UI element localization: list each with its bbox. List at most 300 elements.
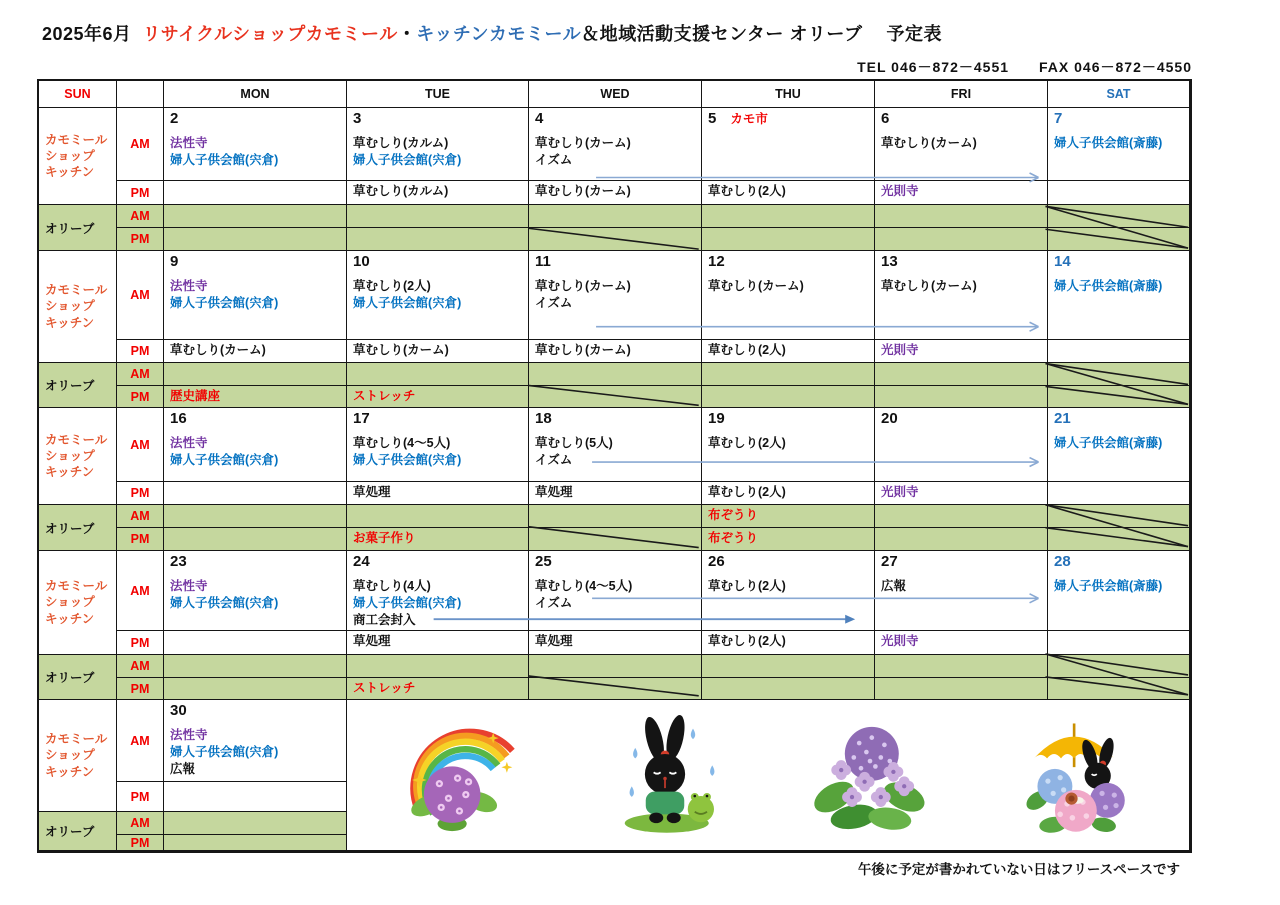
clipart-cell <box>347 700 1190 851</box>
am-events <box>881 278 1045 295</box>
event-entry: 布ぞうり <box>708 531 759 545</box>
group-label-olive-w4: オリーブ <box>39 655 117 700</box>
am-events <box>353 435 526 469</box>
date-line <box>535 110 699 131</box>
pm-row-label: PM <box>117 835 164 851</box>
event-entry: 婦人子供会館(宍倉) <box>170 453 279 467</box>
cell-day28-am <box>1048 551 1190 631</box>
cell-day13-olive-pm <box>875 386 1048 408</box>
event-entry: 草処理 <box>535 634 573 648</box>
event-entry: 草むしり(2人) <box>708 485 786 499</box>
cell-day21-pm <box>1048 482 1190 505</box>
cell-day25-olive-am <box>529 655 702 678</box>
date-number: 21 <box>1054 410 1071 427</box>
event-entry: 婦人子供会館(宍倉) <box>170 153 279 167</box>
event-entry: 歴史講座 <box>170 389 221 403</box>
date-line <box>535 253 699 274</box>
am-events <box>170 727 344 778</box>
event-entry: 法性寺 <box>170 136 208 150</box>
cell-day6-pm <box>875 181 1048 205</box>
date-line <box>353 553 526 574</box>
day-header-THU: THU <box>702 81 875 108</box>
cell-day19-pm <box>702 482 875 505</box>
cell-day20-olive-pm <box>875 528 1048 551</box>
date-line <box>708 253 872 274</box>
cell-day4-pm <box>529 181 702 205</box>
cell-day19-olive-pm <box>702 528 875 551</box>
date-number: 12 <box>708 253 725 270</box>
cell-day25-pm <box>529 631 702 655</box>
cell-day27-am <box>875 551 1048 631</box>
cell-day30-am <box>164 700 347 782</box>
pm-row-label: PM <box>117 528 164 551</box>
cell-day2-pm <box>164 181 347 205</box>
date-line <box>881 110 1045 131</box>
cell-day12-am <box>702 251 875 340</box>
date-number: 27 <box>881 553 898 570</box>
group-label-olive-w3: オリーブ <box>39 505 117 551</box>
date-line <box>170 410 344 431</box>
am-events <box>170 435 344 469</box>
cell-day12-olive-pm <box>702 386 875 408</box>
event-entry: 布ぞうり <box>708 508 759 522</box>
cell-day5-olive-pm <box>702 228 875 251</box>
event-entry: 商工会封入 <box>353 613 416 627</box>
cell-day10-olive-am <box>347 363 529 386</box>
event-entry: 光則寺 <box>881 634 919 648</box>
day-header-SUN: SUN <box>39 81 117 108</box>
cell-day27-olive-pm <box>875 678 1048 700</box>
event-entry: 草むしり(4～5人) <box>535 579 633 593</box>
event-entry: ストレッチ <box>353 389 416 403</box>
am-events <box>170 278 344 312</box>
cell-day2-olive-am <box>164 205 347 228</box>
event-entry: 草むしり(カーム) <box>170 343 266 357</box>
group-label-line: キッチン <box>45 611 95 626</box>
day-header-WED: WED <box>529 81 702 108</box>
cell-day3-olive-am <box>347 205 529 228</box>
event-entry: 光則寺 <box>881 184 919 198</box>
group-label-line: キッチン <box>45 465 95 480</box>
date-line <box>353 110 526 131</box>
cell-day26-am <box>702 551 875 631</box>
cell-day3-olive-pm <box>347 228 529 251</box>
clipart-hydrangea-bouquet <box>807 714 933 836</box>
cell-day14-olive-am <box>1048 363 1190 386</box>
event-entry: 草むしり(2人) <box>708 184 786 198</box>
date-number: 9 <box>170 253 179 270</box>
date-line <box>708 110 872 131</box>
date-number: 11 <box>535 253 551 270</box>
cell-day5-am <box>702 108 875 181</box>
pm-row-label: PM <box>117 482 164 505</box>
group-label-line: カモミール <box>45 732 108 747</box>
group-label-kamomile-w3 <box>39 408 117 505</box>
date-number: 6 <box>881 110 890 127</box>
event-entry: 法性寺 <box>170 279 208 293</box>
date-number: 25 <box>535 553 552 570</box>
cell-day16-olive-am <box>164 505 347 528</box>
am-events <box>535 135 699 169</box>
cell-day5-olive-am <box>702 205 875 228</box>
cell-day14-pm <box>1048 340 1190 363</box>
group-label-line: キッチン <box>45 165 95 180</box>
cell-day27-pm <box>875 631 1048 655</box>
am-events <box>1054 578 1187 595</box>
event-entry: 婦人子供会館(宍倉) <box>353 296 462 310</box>
am-events <box>1054 135 1187 152</box>
cell-day9-olive-pm <box>164 386 347 408</box>
am-events <box>170 578 344 612</box>
event-entry: イズム <box>535 153 573 167</box>
date-number: 18 <box>535 410 552 427</box>
title-kitchen-name: キッチンカモミール <box>416 24 582 44</box>
cell-day14-am <box>1048 251 1190 340</box>
cell-day23-olive-am <box>164 655 347 678</box>
cell-day24-pm <box>347 631 529 655</box>
date-line <box>708 410 872 431</box>
event-entry: 法性寺 <box>170 436 208 450</box>
cell-day23-pm <box>164 631 347 655</box>
date-number: 24 <box>353 553 370 570</box>
cell-day24-olive-am <box>347 655 529 678</box>
am-events <box>353 135 526 169</box>
cell-day21-olive-pm <box>1048 528 1190 551</box>
event-entry: 草むしり(カーム) <box>708 279 804 293</box>
cell-day30-olive-am <box>164 812 347 835</box>
event-entry: 法性寺 <box>170 728 208 742</box>
date-number: 30 <box>170 702 187 719</box>
cell-day16-am <box>164 408 347 482</box>
event-entry: 草むしり(カルム) <box>353 136 449 150</box>
date-line <box>1054 553 1187 574</box>
event-entry: 草むしり(2人) <box>708 579 786 593</box>
clipart-rabbit-and-frog-in-rain <box>609 714 721 836</box>
cell-day26-olive-pm <box>702 678 875 700</box>
date-line <box>353 410 526 431</box>
date-line <box>881 410 1045 431</box>
cell-day16-pm <box>164 482 347 505</box>
group-label-kamomile-w2 <box>39 251 117 363</box>
event-entry: 草むしり(2人) <box>353 279 431 293</box>
day-header-FRI: FRI <box>875 81 1048 108</box>
event-entry: イズム <box>535 453 573 467</box>
date-line <box>170 110 344 131</box>
group-label-line: ショップ <box>45 148 95 163</box>
cell-day21-am <box>1048 408 1190 482</box>
event-entry: 草むしり(カーム) <box>535 184 631 198</box>
am-row-label: AM <box>117 812 164 835</box>
date-number: 5 <box>708 110 717 127</box>
cell-day4-am <box>529 108 702 181</box>
cell-day18-am <box>529 408 702 482</box>
schedule-table <box>37 79 1192 853</box>
event-entry: 草むしり(カーム) <box>353 343 449 357</box>
cell-day7-pm <box>1048 181 1190 205</box>
event-entry: 草処理 <box>353 634 391 648</box>
cell-day21-olive-am <box>1048 505 1190 528</box>
event-entry: 草むしり(カーム) <box>535 136 631 150</box>
date-line <box>170 702 344 723</box>
title-suffix: ＆地域活動支援センター オリーブ 予定表 <box>581 24 942 44</box>
cell-day23-olive-pm <box>164 678 347 700</box>
date-number: 23 <box>170 553 187 570</box>
cell-day10-am <box>347 251 529 340</box>
am-events <box>708 435 872 452</box>
date-number: 28 <box>1054 553 1071 570</box>
event-entry: ストレッチ <box>353 681 416 695</box>
clipart-rabbit-with-umbrella-and-hydrangea <box>1018 713 1132 837</box>
group-label-line: ショップ <box>45 299 95 314</box>
am-row-label: AM <box>117 551 164 631</box>
cell-day11-pm <box>529 340 702 363</box>
event-entry: 婦人子供会館(宍倉) <box>353 453 462 467</box>
pm-row-label: PM <box>117 631 164 655</box>
group-label-line: カモミール <box>45 432 108 447</box>
group-label-line: ショップ <box>45 448 95 463</box>
pm-row-label: PM <box>117 340 164 363</box>
date-line <box>353 253 526 274</box>
event-entry: 草むしり(2人) <box>708 436 786 450</box>
event-entry: 草処理 <box>535 485 573 499</box>
clipart-rainbow-hydrangea <box>404 718 524 832</box>
am-events <box>708 278 872 295</box>
cell-day7-olive-am <box>1048 205 1190 228</box>
event-entry: 草むしり(カーム) <box>535 279 631 293</box>
pm-row-label: PM <box>117 181 164 205</box>
cell-day18-olive-am <box>529 505 702 528</box>
am-row-label: AM <box>117 505 164 528</box>
cell-day17-am <box>347 408 529 482</box>
date-line <box>170 253 344 274</box>
event-entry: 草処理 <box>353 485 391 499</box>
am-events <box>535 435 699 469</box>
date-line <box>1054 110 1187 131</box>
am-events <box>1054 278 1187 295</box>
cell-day24-olive-pm <box>347 678 529 700</box>
date-line <box>170 553 344 574</box>
event-entry: 光則寺 <box>881 343 919 357</box>
cell-day18-pm <box>529 482 702 505</box>
group-label-kamomile-w1 <box>39 108 117 205</box>
date-number: 2 <box>170 110 179 127</box>
event-entry: 婦人子供会館(斎藤) <box>1054 436 1163 450</box>
am-events <box>1054 435 1187 452</box>
day-header-blank <box>117 81 164 108</box>
am-row-label: AM <box>117 655 164 678</box>
cell-day9-am <box>164 251 347 340</box>
event-entry: 草むしり(カーム) <box>881 279 977 293</box>
date-line <box>881 553 1045 574</box>
pm-row-label: PM <box>117 228 164 251</box>
date-line <box>1054 410 1187 431</box>
event-entry: 広報 <box>170 762 196 776</box>
am-events <box>353 578 526 629</box>
date-number: 13 <box>881 253 898 270</box>
am-events <box>535 578 699 612</box>
cell-day19-olive-am <box>702 505 875 528</box>
cell-day2-olive-pm <box>164 228 347 251</box>
group-label-kamomile-w4 <box>39 551 117 655</box>
event-entry: 婦人子供会館(宍倉) <box>353 596 462 610</box>
event-entry: 草むしり(4人) <box>353 579 431 593</box>
cell-day12-pm <box>702 340 875 363</box>
am-events <box>881 578 1045 595</box>
event-entry: 草むしり(カーム) <box>535 343 631 357</box>
event-entry: 婦人子供会館(宍倉) <box>170 596 279 610</box>
group-label-kamomile-w5 <box>39 700 117 812</box>
event-entry: 法性寺 <box>170 579 208 593</box>
cell-day20-olive-am <box>875 505 1048 528</box>
am-row-label: AM <box>117 363 164 386</box>
title-separator: ・ <box>397 24 417 44</box>
event-entry: 婦人子供会館(斎藤) <box>1054 279 1163 293</box>
cell-day18-olive-pm <box>529 528 702 551</box>
date-number: 16 <box>170 410 187 427</box>
cell-day10-olive-pm <box>347 386 529 408</box>
group-label-line: ショップ <box>45 748 95 763</box>
event-entry: 草むしり(2人) <box>708 634 786 648</box>
cell-day14-olive-pm <box>1048 386 1190 408</box>
am-row-label: AM <box>117 205 164 228</box>
event-entry: 婦人子供会館(宍倉) <box>170 296 279 310</box>
group-label-line: ショップ <box>45 595 95 610</box>
date-number: 3 <box>353 110 362 127</box>
date-number: 17 <box>353 410 370 427</box>
day-header-TUE: TUE <box>347 81 529 108</box>
cell-day17-olive-pm <box>347 528 529 551</box>
group-label-line: キッチン <box>45 315 95 330</box>
cell-day17-olive-am <box>347 505 529 528</box>
group-label-line: カモミール <box>45 283 108 298</box>
am-row-label: AM <box>117 251 164 340</box>
event-entry: 婦人子供会館(宍倉) <box>170 745 279 759</box>
date-number: 26 <box>708 553 725 570</box>
am-row-label: AM <box>117 700 164 782</box>
cell-day12-olive-am <box>702 363 875 386</box>
date-line <box>535 553 699 574</box>
date-number: 4 <box>535 110 544 127</box>
footer-note: 午後に予定が書かれていない日はフリースペースです <box>857 862 1180 877</box>
cell-day7-olive-pm <box>1048 228 1190 251</box>
tel-fax-line: TEL 046－872－4551 FAX 046－872－4550 <box>857 59 1192 75</box>
am-row-label: AM <box>117 408 164 482</box>
am-row-label: AM <box>117 108 164 181</box>
cell-day2-am <box>164 108 347 181</box>
am-events <box>353 278 526 312</box>
cell-day10-pm <box>347 340 529 363</box>
cell-day28-olive-pm <box>1048 678 1190 700</box>
date-note: カモ市 <box>730 112 768 126</box>
cell-day6-olive-am <box>875 205 1048 228</box>
cell-day7-am <box>1048 108 1190 181</box>
cell-day23-am <box>164 551 347 631</box>
am-events <box>170 135 344 169</box>
cell-day30-pm <box>164 782 347 812</box>
cell-day28-olive-am <box>1048 655 1190 678</box>
event-entry: 婦人子供会館(宍倉) <box>353 153 462 167</box>
group-label-line: カモミール <box>45 132 108 147</box>
event-entry: イズム <box>535 596 573 610</box>
date-number: 14 <box>1054 253 1071 270</box>
cell-day19-am <box>702 408 875 482</box>
cell-day13-olive-am <box>875 363 1048 386</box>
cell-day11-olive-am <box>529 363 702 386</box>
pm-row-label: PM <box>117 678 164 700</box>
cell-day20-am <box>875 408 1048 482</box>
am-events <box>535 278 699 312</box>
date-number: 19 <box>708 410 725 427</box>
cell-day6-am <box>875 108 1048 181</box>
cell-day3-am <box>347 108 529 181</box>
date-line <box>708 553 872 574</box>
cell-day25-am <box>529 551 702 631</box>
event-entry: 草むしり(カーム) <box>881 136 977 150</box>
date-number: 7 <box>1054 110 1063 127</box>
day-header-SAT: SAT <box>1048 81 1190 108</box>
cell-day11-am <box>529 251 702 340</box>
group-label-line: キッチン <box>45 764 95 779</box>
event-entry: 光則寺 <box>881 485 919 499</box>
pm-row-label: PM <box>117 386 164 408</box>
event-entry: 草むしり(4～5人) <box>353 436 451 450</box>
title-year-month: 2025年6月 <box>42 24 143 44</box>
cell-day27-olive-am <box>875 655 1048 678</box>
am-events <box>708 578 872 595</box>
event-entry: 草むしり(5人) <box>535 436 613 450</box>
cell-day13-pm <box>875 340 1048 363</box>
cell-day28-pm <box>1048 631 1190 655</box>
cell-day16-olive-pm <box>164 528 347 551</box>
day-header-MON: MON <box>164 81 347 108</box>
title-shop-name: リサイクルショップカモミール <box>142 24 398 44</box>
cell-day17-pm <box>347 482 529 505</box>
event-entry: 草むしり(カルム) <box>353 184 449 198</box>
date-number: 20 <box>881 410 898 427</box>
event-entry: 婦人子供会館(斎藤) <box>1054 136 1163 150</box>
page-title <box>42 20 942 46</box>
cell-day24-am <box>347 551 529 631</box>
group-label-olive-w5: オリーブ <box>39 812 117 851</box>
cell-day6-olive-pm <box>875 228 1048 251</box>
date-line <box>535 410 699 431</box>
cell-day9-olive-am <box>164 363 347 386</box>
cell-day9-pm <box>164 340 347 363</box>
event-entry: 婦人子供会館(斎藤) <box>1054 579 1163 593</box>
group-label-line: カモミール <box>45 579 108 594</box>
event-entry: 広報 <box>881 579 907 593</box>
cell-day4-olive-pm <box>529 228 702 251</box>
date-line <box>881 253 1045 274</box>
cell-day26-olive-am <box>702 655 875 678</box>
event-entry: 草むしり(2人) <box>708 343 786 357</box>
event-entry: イズム <box>535 296 573 310</box>
event-entry: お菓子作り <box>353 531 416 545</box>
schedule-grid <box>39 81 1190 851</box>
cell-day3-pm <box>347 181 529 205</box>
cell-day20-pm <box>875 482 1048 505</box>
cell-day26-pm <box>702 631 875 655</box>
cell-day11-olive-pm <box>529 386 702 408</box>
pm-row-label: PM <box>117 782 164 812</box>
cell-day13-am <box>875 251 1048 340</box>
date-line <box>1054 253 1187 274</box>
cell-day30-olive-pm <box>164 835 347 851</box>
group-label-olive-w1: オリーブ <box>39 205 117 251</box>
group-label-olive-w2: オリーブ <box>39 363 117 408</box>
cell-day25-olive-pm <box>529 678 702 700</box>
cell-day4-olive-am <box>529 205 702 228</box>
